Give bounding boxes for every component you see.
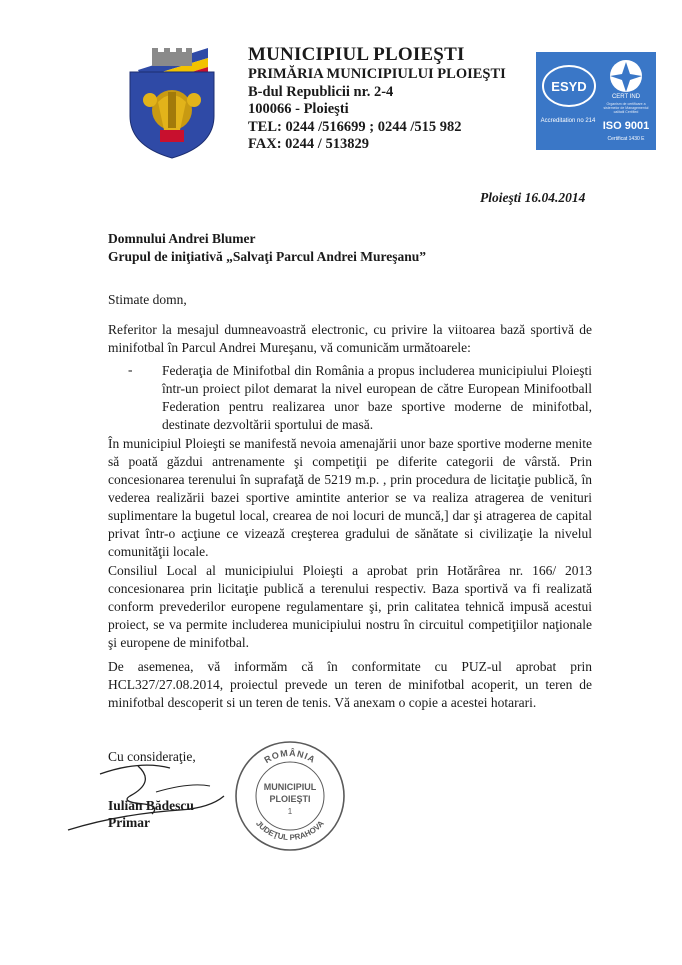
certind-logo-text: CERT IND [611, 94, 641, 100]
paragraph-intro: Referitor la mesajul dumneavoastră electronic, cu privire la viitoarea bază sportivă de minifotbal în Parcul Andrei Mureşanu, vă comunicăm următoarele: [108, 322, 592, 355]
paragraph-puz: De asemenea, vă informăm că în conformitate cu PUZ-ul aprobat prin HCL327/27.08.2014, proiectul prevede un teren de minifotbal acoperit, un teren de minifotbal descoperit si un teren de tenis. Vă anexam o copie a acestei hotarari. [108, 659, 592, 710]
stamp-county: JUDEŢUL PRAHOVA [254, 818, 326, 843]
paragraph-council-decision: Consiliul Local al municipiului Ploieşti a aprobat prin Hotărârea nr. 166/ 2013 concesionarea prin licitaţie publică a terenului respectiv. Baza sportivă va fi realizată conform prevederilor europene regulamentare şi, prin calitatea tehnică impusă acestui proiect, se va permite includerea municipiului nostru în circuitul competiţiilor naţionale şi europene de minifotbal. [108, 563, 592, 650]
letterhead-fax: FAX: 0244 / 513829 [248, 136, 369, 152]
certification-logos [536, 52, 656, 150]
signer-title: Primar [108, 815, 150, 830]
bullet-mark: - [128, 362, 133, 377]
letterhead-phone: TEL: 0244 /516699 ; 0244 /515 982 [248, 118, 462, 135]
paragraph-need: În municipiul Ploieşti se manifestă nevoia amenajării unor baze sportive moderne menite să poată găzdui antrenamente şi competiţii pe diferite categorii de vârstă. Prin concesionarea terenului în suprafaţă de 5219 m.p. , prin procedura de licitaţie publică, în vederea realizării bazei sportive amintite anterior se va realiza atragerea de venituri suplimentare la bugetul local, crearea de noi locuri de muncă,] dar şi atragerea de capital privat într-o acţiune ce vizează creşterea gradului de sănătate si civilizaţie la nivelul comunităţii locale. [108, 436, 592, 559]
stamp-city: PLOIEŞTI [269, 794, 311, 804]
letterhead-institution: PRIMĂRIA MUNICIPIULUI PLOIEŞTI [248, 66, 506, 82]
letterhead [248, 44, 506, 154]
stamp-number: 1 [287, 807, 293, 816]
letterhead-postcode: 100066 - Ploieşti [248, 101, 349, 117]
stamp-country: ROMÂNIA [262, 747, 318, 766]
stamp-municipality: MUNICIPIUL [263, 782, 317, 792]
coat-of-arms-logo [120, 42, 224, 160]
recipient-group: Grupul de iniţiativă „Salvaţi Parcul Andrei Mureşanu” [108, 249, 427, 264]
esyd-logo-text: ESYD [551, 79, 587, 94]
letterhead-address: B-dul Republicii nr. 2-4 [248, 83, 394, 100]
salutation: Stimate domn, [108, 292, 187, 307]
closing-line: Cu consideraţie, [108, 749, 196, 764]
esyd-logo [540, 56, 598, 114]
recipient-name: Domnului Andrei Blumer [108, 231, 256, 246]
iso-certificate-number: Certificat 1430 E [607, 136, 645, 142]
handwritten-signature [60, 752, 230, 832]
recipient-block [108, 230, 426, 266]
iso-9001-label: ISO 9001 [602, 120, 650, 132]
bullet-item: Federaţia de Minifotbal din România a propus includerea municipiului Ploieşti într-un proiect pilot demarat la nivel european de către European Minifootball Federation pentru realizarea unor baze sportive moderne de minifotbal, destinate dezvoltării sportului de masă. [162, 363, 592, 432]
esyd-accreditation-label: Accreditation no 214 [540, 118, 596, 124]
letter-date: Ploieşti 16.04.2014 [480, 190, 586, 205]
signer-name: Iulian Bădescu [108, 798, 194, 813]
official-stamp [232, 738, 348, 854]
iso-certifier-text: Organism de certificare a sistemelor de Managementul calitatii Certified [603, 102, 649, 114]
letterhead-title: MUNICIPIUL PLOIEŞTI [248, 44, 465, 65]
certind-logo [600, 56, 652, 100]
certind-iso-logo [600, 56, 652, 146]
